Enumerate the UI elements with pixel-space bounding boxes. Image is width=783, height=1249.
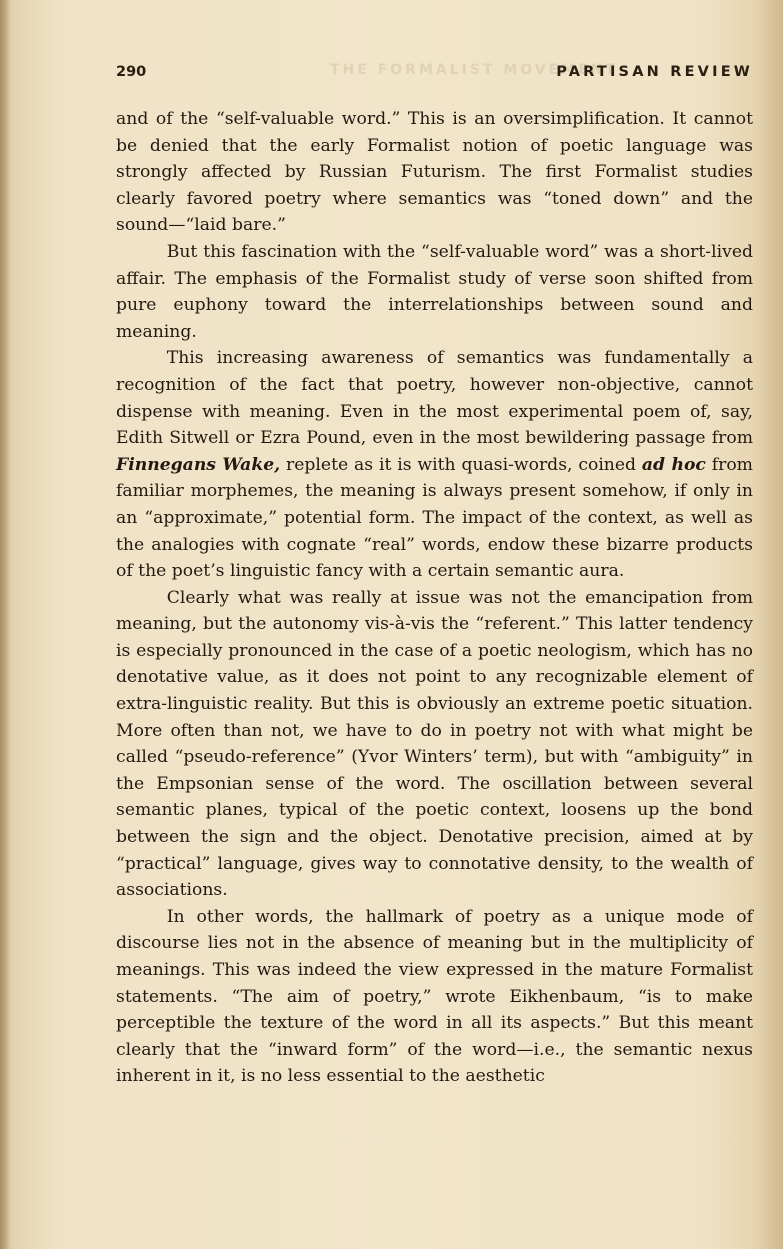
bleed-through-text: THE FORMALIST MOVEMENT [330, 62, 618, 78]
text-run: In other words, the hallmark of poetry as a unique mode of discourse lies not in the absence of meaning but in the multiplicity of meanings. This was indeed the view expressed in the mature Formalist statements. “The aim of poetry,” wrote Eikhenbaum, “is to make perceptible the texture of the word in all its aspects.” But this meant clearly that the “inward form” of the word—i.e., the semantic nexus inherent in it, is no less essential to the aesthetic [116, 906, 753, 1087]
body-text [116, 106, 753, 1090]
spine-shadow [0, 0, 10, 1249]
page-number: 290 [116, 64, 147, 80]
text-run: replete as it is with quasi-words, coined [280, 454, 642, 475]
text-run: Clearly what was really at issue was not the emancipation from meaning, but the autonomy vis-à-vis the “referent.” This latter tendency is especially pronounced in the case of a poetic neologism, which has no denotative value, as it does not point to any recognizable element of extra-linguistic reality. But this is obviously an extreme poetic situation. More often than not, we have to do in poetry not with what might be called “pseudo-reference” (Yvor Winters’ term), but with “ambiguity” in the Empsonian sense of the word. The oscillation between several semantic planes, typical of the poetic context, loosens up the bond between the sign and the object. Denotative precision, aimed at by “practical” language, gives way to connotative density, to the wealth of associations. [116, 587, 753, 901]
paragraph-p1 [116, 106, 753, 239]
paragraph-p4 [116, 585, 753, 904]
text-run: and of the “self-valuable word.” This is an oversimplification. It cannot be denied that the early Formalist notion of poetic language was strongly affected by Russian Futurism. The first Formalist studies clearly favored poetry where semantics was “toned down” and the sound—“laid bare.” [116, 109, 753, 236]
journal-title: PARTISAN REVIEW [556, 64, 753, 80]
text-run: This increasing awareness of semantics was fundamentally a recognition of the fact that poetry, however non-objective, cannot dispense with meaning. Even in the most experimental poem of, say, Edith Sitwell or Ezra Pound, even in the most bewildering passage from [116, 348, 753, 449]
page-edge-shading [753, 0, 783, 1249]
paragraph-p3 [116, 345, 753, 584]
italic-text: ad hoc [641, 454, 706, 475]
paragraph-p5 [116, 904, 753, 1090]
running-head [116, 64, 753, 86]
text-run: But this fascination with the “self-valuable word” was a short-lived affair. The emphasis of the Formalist study of verse soon shifted from pure euphony toward the interrelationships between sound and meaning. [116, 241, 753, 342]
italic-text: Finnegans Wake, [116, 454, 281, 475]
text-run: from familiar morphemes, the meaning is always present somehow, if only in an “approximate,” potential form. The impact of the context, as well as the analogies with cognate “real” words, endow these bizarre products of the poet’s linguistic fancy with a certain semantic aura. [116, 454, 753, 582]
paragraph-p2 [116, 239, 753, 345]
